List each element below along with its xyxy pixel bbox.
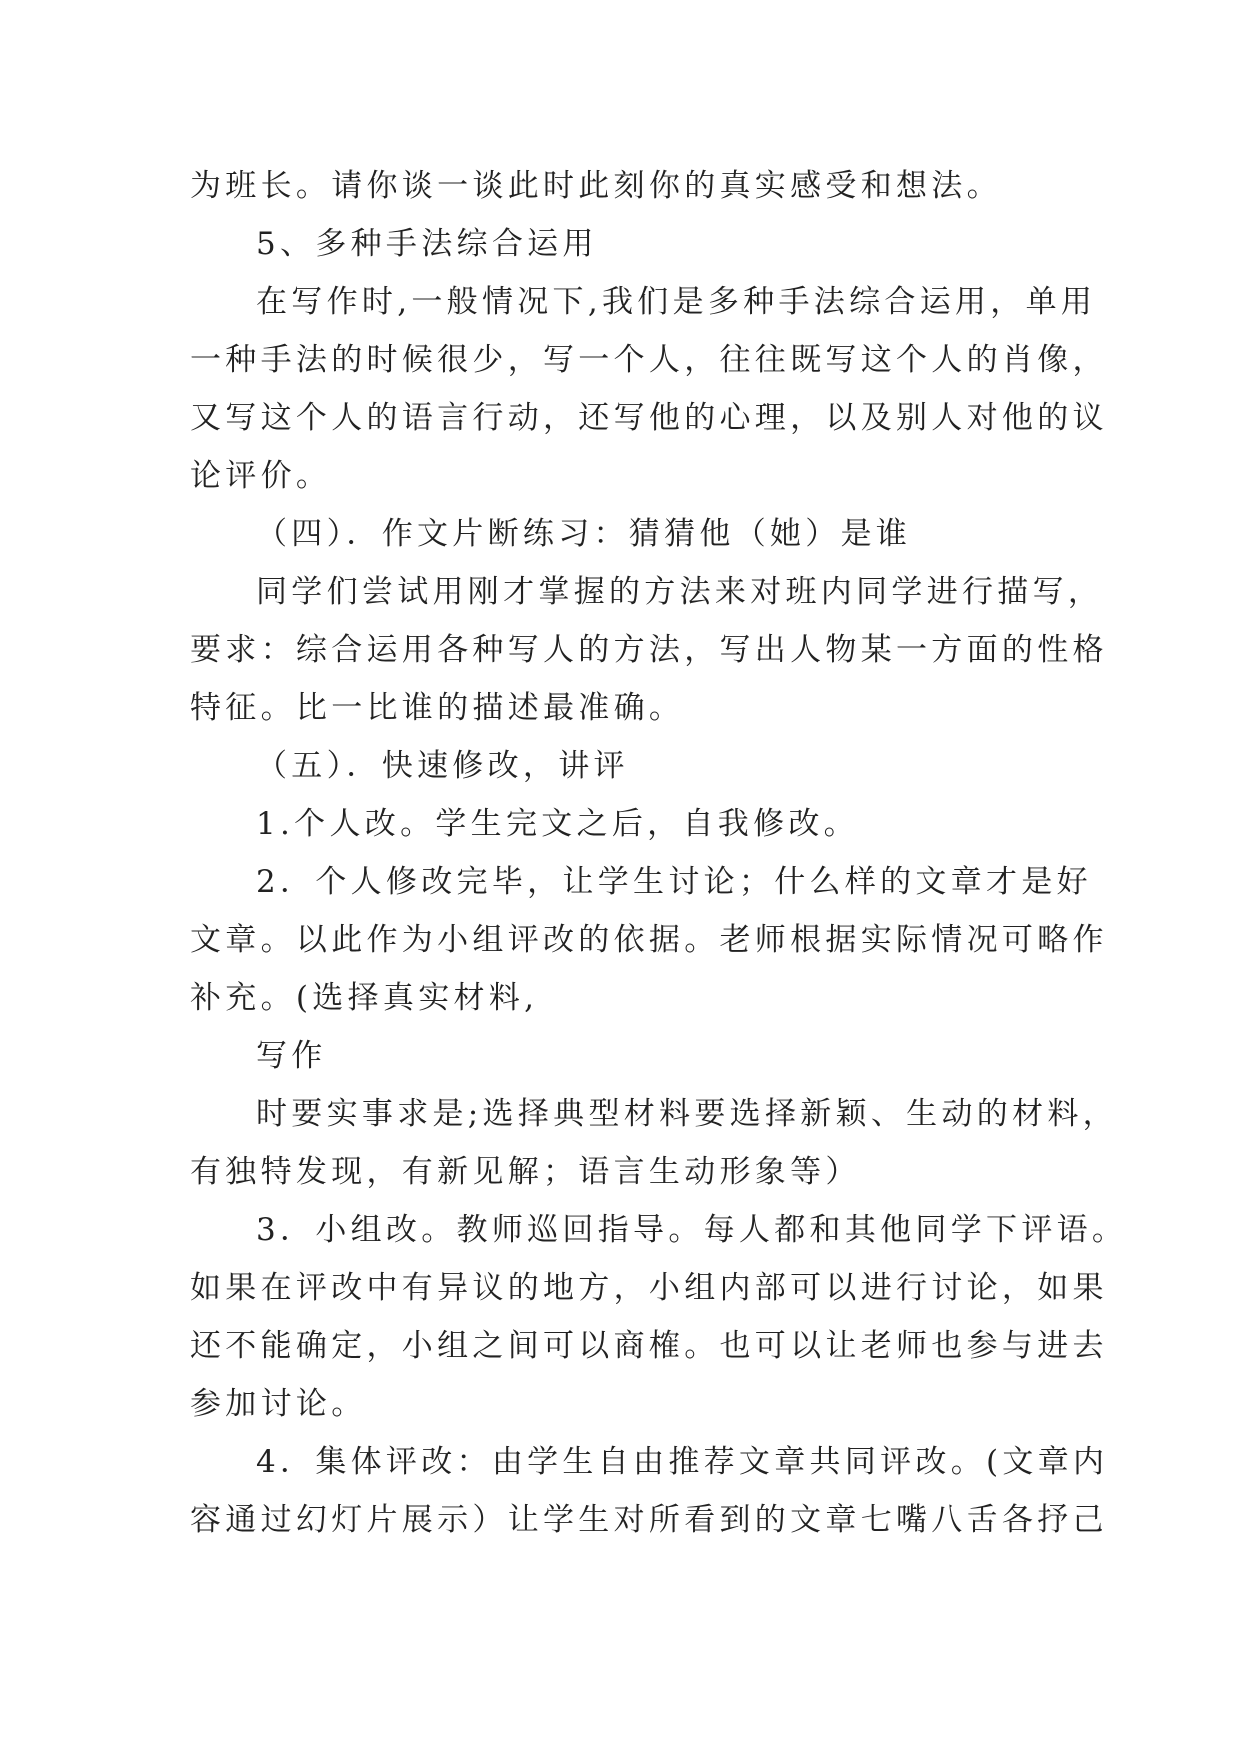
text-line: 在写作时,一般情况下,我们是多种手法综合运用，单用 [256, 284, 1097, 320]
text-line: 2．个人修改完毕，让学生讨论；什么样的文章才是好 [256, 864, 1092, 900]
text-line: 如果在评改中有异议的地方，小组内部可以进行讨论，如果 [190, 1270, 1108, 1306]
text-line: 4．集体评改：由学生自由推荐文章共同评改。(文章内 [256, 1444, 1109, 1480]
section-heading: （五）．快速修改，讲评 [256, 748, 629, 784]
text-line: 文章。以此作为小组评改的依据。老师根据实际情况可略作 [190, 922, 1108, 958]
section-heading: （四）．作文片断练习：猜猜他（她）是谁 [256, 516, 912, 552]
text-line: 参加讨论。 [190, 1386, 367, 1422]
text-line: 特征。比一比谁的描述最准确。 [190, 690, 685, 726]
text-line: 1.个人改。学生完文之后，自我修改。 [256, 806, 859, 842]
text-line: 写作 [256, 1038, 327, 1074]
text-line: 容通过幻灯片展示）让学生对所看到的文章七嘴八舌各抒己 [190, 1502, 1108, 1538]
text-line: 要求：综合运用各种写人的方法，写出人物某一方面的性格 [190, 632, 1108, 668]
text-line: 3．小组改。教师巡回指导。每人都和其他同学下评语。 [256, 1212, 1128, 1248]
section-heading: 5、多种手法综合运用 [256, 226, 598, 262]
text-line: 同学们尝试用刚才掌握的方法来对班内同学进行描写， [256, 574, 1104, 610]
text-line: 论评价。 [190, 458, 332, 494]
text-line: 补充。(选择真实材料, [190, 980, 539, 1016]
text-line: 一种手法的时候很少，写一个人，往往既写这个人的肖像， [190, 342, 1108, 378]
text-line: 有独特发现，有新见解；语言生动形象等） [190, 1154, 861, 1190]
text-line: 还不能确定，小组之间可以商榷。也可以让老师也参与进去 [190, 1328, 1108, 1364]
text-line: 为班长。请你谈一谈此时此刻你的真实感受和想法。 [190, 168, 1002, 204]
text-line: 又写这个人的语言行动，还写他的心理，以及别人对他的议 [190, 400, 1108, 436]
text-line: 时要实事求是;选择典型材料要选择新颖、生动的材料， [256, 1096, 1118, 1132]
